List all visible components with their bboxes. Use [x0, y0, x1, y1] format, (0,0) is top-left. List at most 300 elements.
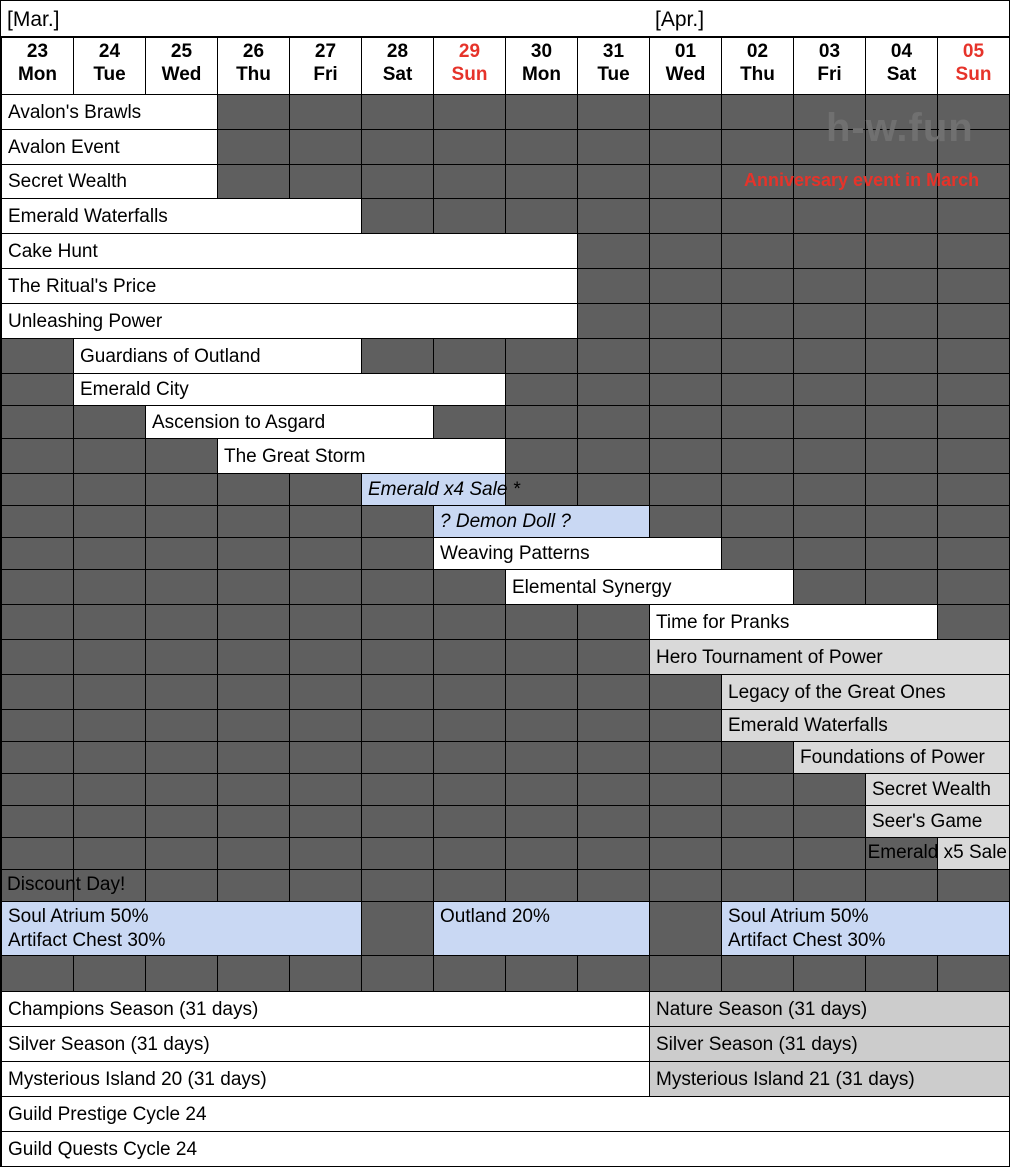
grid-cell: [361, 129, 433, 164]
day-header-04: [865, 37, 937, 94]
grid-cell: [793, 438, 865, 473]
event-bar: [1, 303, 577, 338]
grid-cell: [361, 709, 433, 741]
grid-cell: [73, 405, 145, 438]
grid-cell: [145, 741, 217, 773]
grid-cell: [145, 837, 217, 869]
grid-cell: [865, 505, 937, 537]
grid-cell: [649, 837, 721, 869]
grid-cell: [433, 129, 505, 164]
grid-cell: [145, 955, 217, 991]
event-bar: [649, 604, 937, 639]
event-label: Emerald Waterfalls: [728, 715, 888, 736]
event-label: Emerald Waterfalls: [8, 206, 168, 227]
event-bar: [361, 473, 521, 505]
next-season-bar: [649, 1026, 1009, 1061]
grid-cell: [1, 405, 73, 438]
grid-cell: [793, 198, 865, 233]
grid-cell: [793, 955, 865, 991]
grid-cell: [505, 198, 577, 233]
grid-cell: [73, 505, 145, 537]
grid-cell: [1, 674, 73, 709]
grid-cell: [505, 405, 577, 438]
grid-cell: [793, 473, 865, 505]
grid-cell: [793, 505, 865, 537]
event-label: Avalon Event: [8, 137, 120, 158]
grid-cell: [649, 233, 721, 268]
season-label: Guild Prestige Cycle 24: [8, 1104, 207, 1125]
grid-cell: [361, 837, 433, 869]
event-label: Seer's Game: [872, 811, 983, 832]
season-bar: [1, 1131, 1009, 1167]
grid-cell: [865, 338, 937, 373]
grid-cell: [145, 709, 217, 741]
next-season-bar: [649, 1061, 1009, 1096]
grid-cell: [217, 639, 289, 674]
grid-cell: [217, 94, 289, 129]
grid-cell: [721, 198, 793, 233]
grid-cell: [937, 569, 1009, 604]
grid-cell: [577, 473, 649, 505]
grid-cell: [649, 198, 721, 233]
event-bar: [73, 338, 361, 373]
grid-cell: [73, 805, 145, 837]
grid-cell: [505, 674, 577, 709]
grid-cell: [1, 837, 73, 869]
grid-cell: [361, 805, 433, 837]
grid-cell: [1, 505, 73, 537]
grid-cell: [649, 94, 721, 129]
grid-cell: [505, 604, 577, 639]
grid-cell: [793, 233, 865, 268]
grid-cell: [865, 303, 937, 338]
grid-cell: [721, 773, 793, 805]
grid-cell: [865, 198, 937, 233]
grid-cell: [649, 955, 721, 991]
event-bar: [1, 233, 577, 268]
grid-cell: [289, 639, 361, 674]
grid-cell: [217, 569, 289, 604]
grid-cell: [793, 837, 865, 869]
event-label: Foundations of Power: [800, 747, 985, 768]
season-label: Guild Quests Cycle 24: [8, 1139, 198, 1160]
grid-cell: [793, 373, 865, 405]
grid-cell: [1, 569, 73, 604]
grid-cell: [145, 639, 217, 674]
event-label: The Great Storm: [224, 446, 366, 467]
grid-cell: [1, 741, 73, 773]
day-of-week: Mon: [521, 64, 562, 85]
grid-cell: [649, 473, 721, 505]
grid-cell: [73, 639, 145, 674]
grid-cell: [649, 869, 721, 901]
grid-cell: [433, 604, 505, 639]
grid-cell: [937, 604, 1009, 639]
grid-cell: [289, 741, 361, 773]
grid-cell: [577, 773, 649, 805]
grid-cell: [505, 438, 577, 473]
grid-cell: [937, 338, 1009, 373]
event-label: Emerald x4 Sale *: [368, 479, 521, 500]
grid-cell: [865, 569, 937, 604]
grid-cell: [793, 303, 865, 338]
grid-cell: [289, 164, 361, 198]
day-number: 23: [26, 41, 49, 62]
grid-cell: [649, 268, 721, 303]
grid-cell: [721, 233, 793, 268]
season-bar: [1, 1026, 649, 1061]
discount-line: Soul Atrium 50%: [8, 906, 149, 927]
grid-cell: [937, 373, 1009, 405]
grid-cell: [649, 129, 721, 164]
grid-cell: [865, 473, 937, 505]
grid-cell: [721, 268, 793, 303]
discount-line: Artifact Chest 30%: [728, 930, 886, 951]
event-bar: [1, 268, 577, 303]
grid-cell: [577, 438, 649, 473]
grid-cell: [505, 94, 577, 129]
day-header-01: [649, 37, 721, 94]
event-bar: [433, 505, 649, 537]
day-of-week: Tue: [93, 64, 126, 85]
grid-cell: [145, 438, 217, 473]
grid-cell: [577, 955, 649, 991]
grid-cell: [721, 869, 793, 901]
grid-cell: [937, 405, 1009, 438]
event-bar: [505, 569, 793, 604]
grid-cell: [577, 741, 649, 773]
grid-cell: [505, 129, 577, 164]
day-number: 26: [242, 41, 265, 62]
grid-cell: [865, 405, 937, 438]
grid-cell: [217, 674, 289, 709]
grid-cell: [721, 129, 793, 164]
season-label: Mysterious Island 20 (31 days): [8, 1069, 267, 1090]
grid-cell: [1, 338, 73, 373]
grid-cell: [649, 773, 721, 805]
grid-cell: [505, 837, 577, 869]
grid-cell: [433, 405, 505, 438]
grid-cell: [289, 473, 361, 505]
grid-cell: [433, 198, 505, 233]
grid-cell: [937, 303, 1009, 338]
grid-cell: [289, 569, 361, 604]
grid-cell: [649, 438, 721, 473]
grid-cell: [577, 268, 649, 303]
next-season-label: Mysterious Island 21 (31 days): [656, 1069, 915, 1090]
grid-cell: [649, 674, 721, 709]
grid-cell: [577, 709, 649, 741]
grid-cell: [145, 773, 217, 805]
grid-cell: [145, 473, 217, 505]
grid-cell: [433, 569, 505, 604]
grid-cell: [433, 639, 505, 674]
grid-cell: [361, 604, 433, 639]
event-label: Time for Pranks: [656, 612, 790, 633]
discount-block: [1, 901, 361, 955]
watermark-text: h-w.fun: [826, 106, 974, 150]
day-number: 31: [602, 41, 625, 62]
event-label: Emerald x5 Sale: [867, 842, 1007, 863]
grid-cell: [865, 268, 937, 303]
grid-cell: [217, 129, 289, 164]
day-header-30: [505, 37, 577, 94]
grid-cell: [505, 164, 577, 198]
grid-cell: [433, 164, 505, 198]
grid-cell: [361, 741, 433, 773]
event-bar: [1, 129, 217, 164]
grid-cell: [73, 537, 145, 569]
grid-cell: [505, 373, 577, 405]
event-bar: [1, 869, 301, 901]
event-label: Unleashing Power: [8, 311, 163, 332]
event-bar: [721, 709, 1009, 741]
grid-cell: [793, 537, 865, 569]
day-header-27: [289, 37, 361, 94]
event-bar: [1, 94, 217, 129]
event-label: Weaving Patterns: [440, 543, 590, 564]
grid-cell: [1, 773, 73, 805]
grid-cell: [145, 805, 217, 837]
day-number: 29: [458, 41, 481, 62]
event-bar: [649, 639, 1009, 674]
grid-cell: [433, 955, 505, 991]
grid-cell: [721, 741, 793, 773]
next-season-bar: [649, 991, 1009, 1026]
grid-cell: [1, 955, 73, 991]
grid-cell: [505, 709, 577, 741]
grid-cell: [217, 709, 289, 741]
day-of-week: Fri: [313, 64, 338, 85]
grid-cell: [361, 338, 433, 373]
season-label: Silver Season (31 days): [8, 1034, 210, 1055]
grid-cell: [505, 338, 577, 373]
grid-cell: [361, 773, 433, 805]
event-bar: [145, 405, 433, 438]
grid-cell: [1, 604, 73, 639]
event-label: Avalon's Brawls: [8, 102, 142, 123]
event-label: Legacy of the Great Ones: [728, 682, 946, 703]
grid-cell: [577, 164, 649, 198]
day-of-week: Wed: [161, 64, 202, 85]
grid-cell: [289, 773, 361, 805]
day-of-week: Sun: [451, 64, 488, 85]
grid-cell: [217, 805, 289, 837]
grid-cell: [649, 338, 721, 373]
grid-cell: [937, 233, 1009, 268]
event-label: Emerald City: [80, 379, 189, 400]
grid-cell: [433, 805, 505, 837]
season-bar: [1, 991, 649, 1026]
grid-cell: [361, 869, 433, 901]
grid-cell: [145, 569, 217, 604]
grid-cell: [217, 955, 289, 991]
grid-cell: [577, 373, 649, 405]
grid-cell: [1, 639, 73, 674]
grid-cell: [289, 129, 361, 164]
day-number: 01: [674, 41, 697, 62]
grid-cell: [577, 837, 649, 869]
grid-cell: [577, 405, 649, 438]
grid-cell: [937, 198, 1009, 233]
grid-cell: [73, 709, 145, 741]
grid-cell: [145, 505, 217, 537]
grid-cell: [577, 869, 649, 901]
grid-cell: [289, 837, 361, 869]
day-number: 30: [530, 41, 553, 62]
grid-cell: [433, 674, 505, 709]
grid-cell: [721, 955, 793, 991]
grid-cell: [1, 473, 73, 505]
grid-cell: [577, 805, 649, 837]
grid-cell: [1, 805, 73, 837]
grid-cell: [289, 955, 361, 991]
grid-cell: [649, 373, 721, 405]
grid-cell: [793, 268, 865, 303]
grid-cell: [505, 639, 577, 674]
event-bar: [865, 773, 1009, 805]
grid-cell: [721, 473, 793, 505]
grid-cell: [1, 373, 73, 405]
grid-cell: [361, 569, 433, 604]
grid-cell: [577, 674, 649, 709]
grid-cell: [217, 505, 289, 537]
grid-cell: [577, 639, 649, 674]
day-number: 25: [170, 41, 193, 62]
grid-cell: [865, 373, 937, 405]
day-header-25: [145, 37, 217, 94]
grid-cell: [721, 373, 793, 405]
day-header-31: [577, 37, 649, 94]
grid-cell: [289, 805, 361, 837]
grid-cell: [73, 955, 145, 991]
event-label: Ascension to Asgard: [152, 412, 326, 433]
grid-cell: [865, 537, 937, 569]
grid-cell: [145, 674, 217, 709]
grid-cell: [73, 604, 145, 639]
grid-cell: [433, 741, 505, 773]
grid-cell: [937, 505, 1009, 537]
discount-block: [721, 901, 1009, 955]
grid-cell: [649, 901, 721, 955]
grid-cell: [361, 537, 433, 569]
day-of-week: Fri: [817, 64, 842, 85]
grid-cell: [433, 773, 505, 805]
event-label: Secret Wealth: [8, 171, 127, 192]
grid-cell: [73, 837, 145, 869]
grid-cell: [1, 537, 73, 569]
grid-cell: [721, 505, 793, 537]
event-bar: [73, 373, 505, 405]
day-header-05: [937, 37, 1009, 94]
grid-cell: [1, 438, 73, 473]
grid-cell: [289, 94, 361, 129]
day-of-week: Sat: [382, 64, 413, 85]
grid-cell: [361, 674, 433, 709]
event-bar: [433, 537, 721, 569]
grid-cell: [937, 537, 1009, 569]
grid-cell: [649, 303, 721, 338]
event-label: Cake Hunt: [8, 241, 98, 262]
grid-cell: [505, 773, 577, 805]
grid-cell: [649, 505, 721, 537]
grid-cell: [217, 473, 289, 505]
event-bar: [793, 741, 1009, 773]
grid-cell: [649, 164, 721, 198]
grid-cell: [577, 604, 649, 639]
grid-cell: [793, 805, 865, 837]
grid-cell: [505, 805, 577, 837]
day-of-week: Sat: [886, 64, 917, 85]
grid-cell: [721, 837, 793, 869]
grid-cell: [1, 709, 73, 741]
grid-cell: [793, 869, 865, 901]
day-of-week: Tue: [597, 64, 630, 85]
day-header-29: [433, 37, 505, 94]
month-label-april: [Apr.]: [655, 8, 705, 31]
season-label: Champions Season (31 days): [8, 999, 259, 1020]
discount-line: Outland 20%: [440, 906, 550, 927]
grid-cell: [505, 741, 577, 773]
grid-cell: [217, 773, 289, 805]
grid-cell: [217, 604, 289, 639]
grid-cell: [73, 473, 145, 505]
day-header-23: [1, 37, 73, 94]
grid-cell: [937, 438, 1009, 473]
day-number: 02: [746, 41, 769, 62]
grid-cell: [937, 955, 1009, 991]
grid-cell: [577, 303, 649, 338]
day-of-week: Thu: [740, 64, 775, 85]
day-number: 24: [98, 41, 121, 62]
grid-cell: [217, 741, 289, 773]
next-season-label: Silver Season (31 days): [656, 1034, 858, 1055]
grid-cell: [649, 405, 721, 438]
grid-cell: [217, 837, 289, 869]
grid-cell: [577, 129, 649, 164]
season-bar: [1, 1061, 649, 1096]
grid-cell: [865, 869, 937, 901]
day-of-week: Mon: [17, 64, 58, 85]
grid-cell: [433, 837, 505, 869]
day-of-week: Thu: [236, 64, 271, 85]
grid-cell: [577, 338, 649, 373]
day-of-week: Wed: [665, 64, 706, 85]
grid-cell: [361, 901, 433, 955]
day-header-28: [361, 37, 433, 94]
day-number: 03: [818, 41, 841, 62]
grid-cell: [793, 569, 865, 604]
day-number: 05: [962, 41, 985, 62]
grid-cell: [649, 805, 721, 837]
grid-cell: [577, 94, 649, 129]
grid-cell: [793, 338, 865, 373]
event-label: The Ritual's Price: [8, 276, 157, 297]
grid-cell: [145, 604, 217, 639]
grid-cell: [289, 709, 361, 741]
day-header-03: [793, 37, 865, 94]
event-bar: [721, 674, 1009, 709]
day-number: 28: [386, 41, 409, 62]
month-row-divider: [0, 36, 1010, 37]
grid-cell: [433, 338, 505, 373]
event-bar: [1, 164, 217, 198]
grid-cell: [73, 773, 145, 805]
grid-cell: [577, 233, 649, 268]
day-number: 04: [890, 41, 913, 62]
grid-cell: [937, 869, 1009, 901]
grid-cell: [937, 268, 1009, 303]
